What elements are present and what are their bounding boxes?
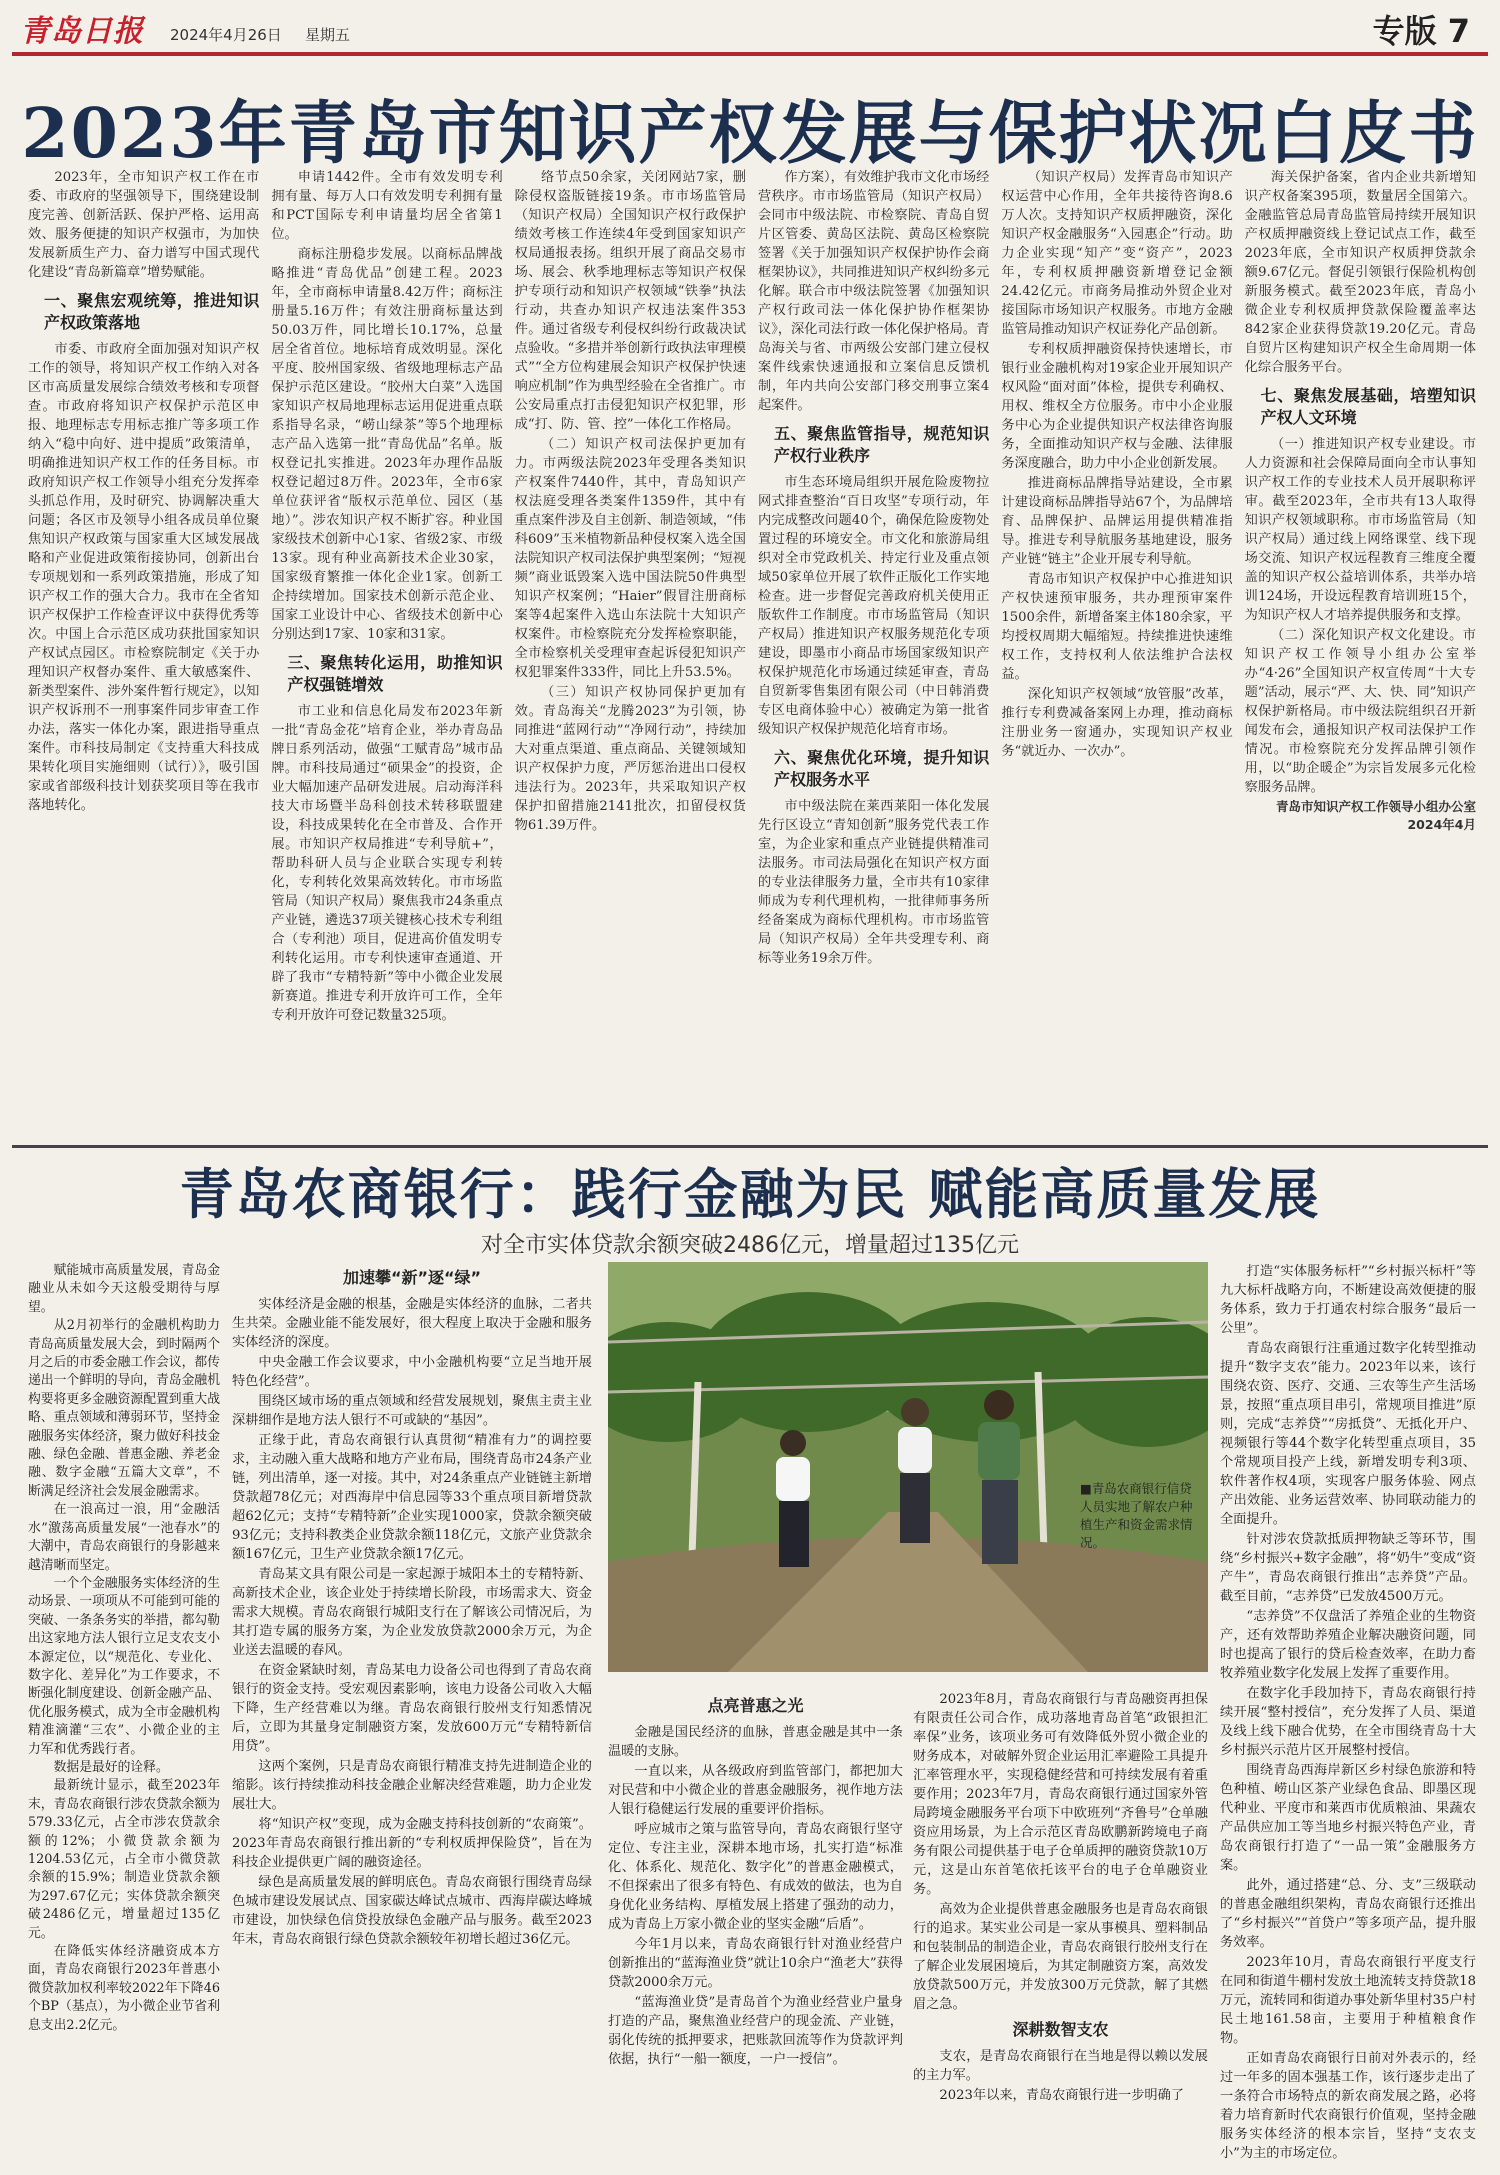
article2-paragraph: 青岛某文具有限公司是一家起源于城阳本土的专精特新、高新技术企业，该企业处于持续增长阶段，市场需求大、资金需求大规模。青岛农商银行城阳支行在了解该公司情况后，为其打造专属的服务方案，为企业发放贷款2000余万元，为企业送去温暖的春风。 (232, 1567, 592, 1658)
article1-paragraph: 申请1442件。全市有效发明专利拥有量、每万人口有效发明专利拥有量和PCT国际专利申请量均居全省第1位。 (271, 170, 503, 242)
article2-paragraph: 从2月初举行的金融机构助力青岛高质量发展大会，到时隔两个月之后的市委金融工作会议，都传递出一个鲜明的导向，青岛金融机构要将更多金融资源配置到重大战略、重点领域和薄弱环节，坚持金融服务实体经济，聚力做好科技金融、绿色金融、普惠金融、养老金融、数字金融“五篇大文章”，不断满足经济社会发展金融需求。 (28, 1318, 220, 1499)
article2-paragraph: 围绕区域市场的重点领域和经营发展规划，聚焦主责主业深耕细作是地方法人银行不可或缺的“基因”。 (232, 1394, 592, 1428)
subhead-digital-agri: 深耕数智支农 (1012, 2020, 1109, 2039)
article2-paragraph: 数据是最好的诠释。 (53, 1759, 169, 1775)
article1-paragraph: 专利权质押融资保持快速增长，市银行业金融机构对19家企业开展知识产权风险“面对面”体检，提供专利确权、用权、维权全方位服务。市中小企业服务中心为企业提供知识产权法律咨询服务，全面推动知识产权与金融、法律服务深度融合，助力中小企业创新发展。 (1001, 342, 1233, 471)
article2-intro-column (28, 1262, 220, 2162)
article1-subhead: 七、聚焦发展基础，培塑知识产权人文环境 (1260, 386, 1476, 427)
article2-paragraph: 正如青岛农商银行日前对外表示的，经过一年多的固本强基工作，该行逐步走出了一条符合市场特点的新农商发展之路，必将着力培育新时代农商银行价值观，坚持金融服务实体经济的根本宗旨，坚持“支农支小”为主的市场定位。 (1220, 2051, 1476, 2161)
article1-signature: 青岛市知识产权工作领导小组办公室 (1275, 799, 1476, 814)
article1-paragraph: 市委、市政府全面加强对知识产权工作的领导，将知识产权工作纳入对各区市高质量发展综合绩效考核和专项督查。市政府将知识产权保护示范区申报、地理标志专用标志推广等多项工作纳入“稳中向好、进中提质”政策清单，明确推进知识产权工作的任务目标。市政府知识产权工作领导小组充分发挥牵头抓总作用，及时研究、协调解决重大问题；各区市及领导小组各成员单位聚焦知识产权政策与国家重大区域发展战略和产业促进政策衔接协同，创新出台专项规划和一系列政策措施，形成了知识产权工作的强大合力。我市在全省知识产权保护工作检查评议中获得优秀等次。中国上合示范区成功获批国家知识产权试点园区。市检察院制定《关于办理知识产权督办案件、重大敏感案件、新类型案件、涉外案件暂行规定》，以知识产权诉刑不一刑事案件同步审查工作办法，落实一体化办案，跟进指导重点案件。市科技局制定《支持重大科技成果转化项目实施细则（试行）》，吸引国家或省部级科技计划获奖项目等在我市落地转化。 (28, 342, 260, 813)
subhead-accelerate: 加速攀“新”逐“绿” (342, 1268, 482, 1287)
article2-paragraph: 中央金融工作会议要求，中小金融机构要“立足当地开展特色化经营”。 (232, 1355, 592, 1389)
article2-headline: 青岛农商银行：践行金融为民 赋能高质量发展 (179, 1162, 1321, 1226)
article2-paragraph: 在资金紧缺时刻，青岛某电力设备公司也得到了青岛农商银行的资金支持。受宏观因素影响，该电力设备公司收入大幅下降，生产经营难以为继。青岛农商银行胶州支行知悉情况后，立即为其量身定制融资方案，发放600万元“专精特新信用贷”。 (232, 1663, 592, 1754)
article1-column (1001, 168, 1232, 1136)
article1-paragraph: （一）推进知识产权专业建设。市人力资源和社会保障局面向全市认事知识产权工作的专业技术人员开展职称评审。截至2023年，全市共有13人取得知识产权领域职称。市市场监管局（知识产权局）通过线上网络课堂、线下现场交流、知识产权远程教育三维度全覆盖的知识产权公益培训体系，共举办培训124场，开设远程教育培训班15个，为知识产权人才培养提供服务和支撑。 (1244, 437, 1476, 623)
article2-paragraph: 青岛农商银行注重通过数字化转型推动提升“数字支农”能力。2023年以来，该行围绕农资、医疗、交通、三农等生产生活场景，按照“重点项目串引，常规项目推进”原则，完成“志养贷”“房抵贷”、无抵化开户、视频银行等44个数字化转型重点项目，35个常规项目投产上线，新增发明专利3项、软件著作权4项，实现客户服务体验、网点产出效能、业务运营效率、协同联动能力的全面提升。 (1220, 1341, 1476, 1527)
article1-headline: 2023年青岛市知识产权发展与保护状况白皮书 (21, 94, 1479, 174)
article2-paragraph: 绿色是高质量发展的鲜明底色。青岛农商银行围绕青岛绿色城市建设发展试点、国家碳达峰试点城市、西海岸碳达峰城市建设，加快绿色信贷投放绿色金融产品与服务。截至2023年末，青岛农商银行绿色贷款余额较年初增长超过36亿元。 (232, 1875, 592, 1947)
article2-paragraph: 打造“实体服务标杆”“乡村振兴标杆”等九大标杆战略方向，不断建设高效便捷的服务体系，致力于打通农村综合服务“最后一公里”。 (1220, 1264, 1476, 1336)
article2-column-2 (232, 1262, 592, 2162)
article2-column-3 (608, 1690, 903, 2160)
article2-paragraph: 赋能城市高质量发展，青岛金融业从未如今天这般受期待与厚望。 (28, 1263, 220, 1315)
article1-paragraph: 络节点50余家，关闭网站7家，删除侵权盗版链接19条。市市场监管局（知识产权局）全国知识产权行政保护绩效考核工作连续4年受到国家知识产权局通报表扬。组织开展了商品交易市场、展会、秋季地理标志等知识产权保护专项行动和知识产权领域“铁拳”执法行动，共查办知识产权违法案件353件。通过省级专利侵权纠纷行政裁决试点验收。“多措并举创新行政执法审理模式”“全方位构建展会知识产权保护快速响应机制”作为典型经验在全省推广。市公安局重点打击侵犯知识产权犯罪，形成“打、防、管、控”一体化工作格局。 (514, 170, 746, 432)
section-label: 专版 7 (1372, 12, 1470, 50)
article2-paragraph: 在数字化手段加持下，青岛农商银行持续开展“整村授信”，充分发挥了人员、渠道及线上线下融合优势，在全市围绕青岛十大乡村振兴示范片区开展整村授信。 (1220, 1686, 1476, 1758)
article2-paragraph: 在降低实体经济融资成本方面，青岛农商银行2023年普惠小微贷款加权利率较2022年下降46个BP（基点），为小微企业节省利息支出2.2亿元。 (28, 1944, 220, 2033)
photo-caption: ■青岛农商银行信贷人员实地了解农户种植生产和资金需求情况。 (1080, 1481, 1193, 1550)
article2-paragraph: 高效为企业提供普惠金融服务也是青岛农商银行的追求。某实业公司是一家从事模具、塑料制品和包装制品的制造企业，青岛农商银行胶州支行在了解企业发展困境后，为其定制融资方案，高效发放贷款500万元，并发放300万元贷款，解了其燃眉之急。 (913, 1902, 1208, 2012)
article2-subtitle: 对全市实体贷款余额突破2486亿元，增量超过135亿元 (481, 1233, 1019, 1258)
article1-paragraph: 2023年，全市知识产权工作在市委、市政府的坚强领导下，围绕建设制度完善、创新活跃、保护严格、运用高效、服务便捷的知识产权强市，为加快发展新质生产力、奋力谱写中国式现代化建设“青岛新篇章”增势赋能。 (28, 170, 260, 280)
news-photo (608, 1262, 1208, 1672)
article2-paragraph: 此外，通过搭建“总、分、支”三级联动的普惠金融组织架构，青岛农商银行还推出了“乡村振兴”“首贷户”等多项产品，提升服务效率。 (1220, 1878, 1476, 1950)
article2-paragraph: “志养贷”不仅盘活了养殖企业的生物资产，还有效帮助养殖企业解决融资问题，同时也提高了银行的贷后检查效率，在助力畜牧养殖业数字化发展上发挥了重要作用。 (1220, 1609, 1476, 1681)
article1-subhead: 六、聚焦优化环境，提升知识产权服务水平 (773, 748, 990, 789)
article2-paragraph: 一直以来，从各级政府到监管部门，都把加大对民营和中小微企业的普惠金融服务，视作地方法人银行稳健运行发展的重要评价指标。 (608, 1764, 903, 1817)
article2-paragraph: 这两个案例，只是青岛农商银行精准支持先进制造企业的缩影。该行持续推动科技金融企业解决经营难题，助力企业发展壮大。 (232, 1759, 592, 1812)
article1-paragraph: 深化知识产权领域“放管服”改革，推行专利费减备案网上办理，推动商标注册业务一窗通办，实现知识产权业务“就近办、一次办”。 (1001, 687, 1233, 759)
article1-column (28, 168, 259, 1136)
article1-paragraph: 商标注册稳步发展。以商标品牌战略推进“青岛优品”创建工程。2023年，全市商标申请量8.42万件；商标注册量5.16万件；有效注册商标量达到50.03万件，同比增长10.17%，总量居全省首位。地标培育成效明显。深化平度、胶州国家级、省级地理标志产品保护示范区建设。“胶州大白菜”入选国家知识产权局地理标志运用促进重点联系指导名录，“崂山绿茶”等5个地理标志产品入选第一批“青岛优品”名单。版权登记扎实推进。2023年办理作品版权登记超过8万件。2023年，全市6家单位获评省“版权示范单位、园区（基地）”。涉农知识产权不断扩容。种业国家级技术创新中心1家、省级2家、市级13家。现有种业高新技术企业30家，国家级育繁推一体化企业1家。创新工企持续增加。国家技术创新示范企业、国家工业设计中心、省级技术创新中心分别达到17家、10家和31家。 (271, 247, 503, 642)
article2-paragraph: 针对涉农贷款抵质押物缺乏等环节，围绕“乡村振兴+数字金融”，将“奶牛”变成“资产牛”，青岛农商银行推出“志养贷”产品。截至目前，“志养贷”已发放4500万元。 (1220, 1532, 1476, 1604)
article2-paragraph: 呼应城市之策与监管导向，青岛农商银行坚守定位、专注主业，深耕本地市场，扎实打造“标准化、体系化、规范化、数字化”的普惠金融模式，不但探索出了很多有特色、有成效的做法，也为自身优化业务结构、厚植发展上搭建了强劲的动力，成为青岛上万家小微企业的坚实金融“后盾”。 (608, 1822, 903, 1932)
issue-date: 2024年4月26日 (170, 26, 282, 44)
article1-column (271, 168, 502, 1136)
article1-column (515, 168, 746, 1136)
subhead-inclusive: 点亮普惠之光 (707, 1696, 804, 1715)
article1-paragraph: 市工业和信息化局发布2023年新一批“青岛金花”培育企业，举办青岛品牌日系列活动，做强“工赋青岛”城市品牌。市科技局通过“硕果金”的投资，企业大幅加速产品研发进展。启动海洋科技大市场暨半岛科创技术转移联盟建设，科技成果转化在全市普及、合作开展。市知识产权局推进“专利导航+”，帮助科研人员与企业联合实现专利转化，专利转化效果高效转化。市市场监管局（知识产权局）聚焦我市24条重点产业链，遴选37项关键核心技术专利组合（专利池）项目，促进高价值发明专利转化运用。市专利快速审查通道、开辟了我市“专精特新”等中小微企业发展新赛道。推进专利开放许可工作，全年专利开放许可登记数量325项。 (271, 704, 503, 1023)
article1-column (758, 168, 989, 1136)
article1-subhead: 三、聚焦转化运用，助推知识产权强链增效 (287, 653, 503, 694)
article2-paragraph: 支农，是青岛农商银行在当地是得以赖以发展的主力军。 (913, 2049, 1208, 2083)
article1-subhead: 一、聚焦宏观统筹，推进知识产权政策落地 (44, 291, 260, 332)
top-rule (12, 52, 1488, 56)
article2-paragraph: 正缘于此，青岛农商银行认真贯彻“精准有力”的调控要求，主动融入重大战略和地方产业布局，围绕青岛市24条产业链，列出清单，逐一对接。其中，对24条重点产业链链主新增贷款超78亿元；对西海岸中信息园等33个重点项目新增贷款超62亿元；支持“专精特新”企业实现1000家，贷款余额突破93亿元；支持科教类企业贷款余额118亿元，文旅产业贷款余额167亿元，卫生产业贷款余额17亿元。 (232, 1433, 592, 1562)
article2-paragraph: 实体经济是金融的根基，金融是实体经济的血脉，二者共生共荣。金融业能不能发展好，很大程度上取决于金融和服务实体经济的深度。 (232, 1297, 592, 1350)
article2-paragraph: 2023年10月，青岛农商银行平度支行在同和街道牛棚村发放土地流转支持贷款18万元，流转同和街道办事处新华里村35户村民土地161.58亩，主要用于种植粮食作物。 (1220, 1955, 1476, 2046)
article2-paragraph: 金融是国民经济的血脉，普惠金融是其中一条温暖的支脉。 (608, 1725, 903, 1759)
orchard-photo-illustration (608, 1262, 1208, 1672)
article2-column-5 (1220, 1262, 1476, 2162)
article1-paragraph: 推进商标品牌指导站建设，全市累计建设商标品牌指导站67个，为品牌培育、品牌保护、品牌运用提供精准指导。推进专利导航服务基地建设，服务产业链“链主”企业开展专利导航。 (1001, 476, 1233, 567)
article2-paragraph: 2023年8月，青岛农商银行与青岛融资再担保有限责任公司合作，成功落地青岛首笔“政银担汇率保”业务，该项业务可有效降低外贸小微企业的财务成本，对破解外贸企业运用汇率避险工具提升汇率管理水平，实现稳健经营和可持续发展有着重要作用；2023年7月，青岛农商银行通过国家外管局跨境金融服务平台项下中欧班列“齐鲁号”仓单融资应用场景，为上合示范区青岛欧鹏新跨境电子商务有限公司提供基于电子仓单质押的融资贷款10万元，这是山东首笔依托该平台的电子仓单融资业务。 (913, 1692, 1208, 1897)
article1-paragraph: 作方案），有效维护我市文化市场经营秩序。市市场监管局（知识产权局）会同市中级法院、市检察院、青岛自贸片区管委、黄岛区法院、黄岛区检察院签署《关于加强知识产权保护协作会商框架协议》，共同推进知识产权纠纷多元化解。联合市中级法院签署《加强知识产权行政司法一体化保护协作框架协议》，深化司法行政一体化保护格局。青岛海关与省、市两级公安部门建立侵权案件线索快速通报和立案信息反馈机制，年内共向公安部门移交刑事立案4起案件。 (757, 170, 990, 413)
article1-paragraph: 市中级法院在莱西莱阳一体化发展先行区设立“青知创新”服务党代表工作室，为企业家和重点产业链提供精准司法服务。市司法局强化在知识产权方面的专业法律服务力量，全市共有10家律师成为专利代理机构，一批律师事务所经备案成为商标代理机构。市市场监管局（知识产权局）全年共受理专利、商标等业务19余万件。 (757, 799, 990, 966)
section-divider (12, 1145, 1488, 1148)
article1-column (1245, 168, 1476, 1136)
masthead (0, 0, 1500, 50)
article1-paragraph: （三）知识产权协同保护更加有效。青岛海关“龙腾2023”为引领，协同推进“蓝网行动”“净网行动”，持续加大对重点渠道、重点商品、关键领域知识产权保护力度，严厉惩治进出口侵权违法行为。2023年，共采取知识产权保护扣留措施2141批次，扣留侵权货物61.39万件。 (514, 685, 746, 833)
article2-paragraph: 今年1月以来，青岛农商银行针对渔业经营户创新推出的“蓝海渔业贷”就让10余户“渔老大”获得贷款2000余万元。 (608, 1937, 903, 1990)
article1-signature: 2024年4月 (1407, 817, 1476, 832)
article1-paragraph: （二）知识产权司法保护更加有力。市两级法院2023年受理各类知识产权案件7440件，其中，青岛知识产权法庭受理各类案件1359件，其中有重点案件涉及自主创新、制造领域，“伟科609”玉米植物新品种侵权案入选全国法院知识产权司法保护典型案例；“短视频”商业诋毁案入选中国法院50件典型知识产权案例；“Haier”假冒注册商标案等4起案件入选山东法院十大知识产权案件。市检察院充分发挥检察职能，全市检察机关受理审查起诉侵犯知识产权犯罪案件333件，同比上升53.5%。 (514, 437, 746, 680)
article2-paragraph: 2023年以来，青岛农商银行进一步明确了 (939, 2088, 1184, 2103)
article2-column-4 (913, 1690, 1208, 2160)
article1-paragraph: 市生态环境局组织开展危险废物拉网式排查整治“百日攻坚”专项行动，年内完成整改问题40个，确保危险废物处置过程的环境安全。市文化和旅游局组织对全市党政机关、持定行业及重点领域50家单位开展了软件正版化工作实地检查。进一步督促完善政府机关使用正版软件工作制度。市市场监管局（知识产权局）推进知识产权服务规范化专项建设，即墨市小商品市场国家级知识产权保护规范化市场通过续延审查，青岛自贸新零售集团有限公司（中日韩消费专区电商体验中心）被确定为第一批省级知识产权保护规范化培育市场。 (757, 475, 990, 737)
issue-weekday: 星期五 (305, 26, 351, 44)
article1-paragraph: （知识产权局）发挥青岛市知识产权运营中心作用，全年共接待咨询8.6万人次。支持知识产权质押融资，深化知识产权金融服务“入园惠企”行动。助力企业实现“知产”变“资产”，2023年，专利权质押融资新增登记金额24.42亿元。市商务局推动外贸企业对接国际市场知识产权服务。市地方金融监管局推动知识产权证券化产品创新。 (1001, 170, 1233, 337)
article1-paragraph: 海关保护备案，省内企业共新增知识产权备案395项，数量居全国第六。金融监管总局青岛监管局持续开展知识产权质押融资线上登记试点工作，截至2023年底，全市知识产权质押贷款余额9.67亿元。督促引领银行保险机构创新服务模式。截至2023年底，青岛小微企业专利权质押贷款保险覆盖率达842家企业获得贷款19.20亿元。青岛自贸片区构建知识产权全生命周期一体化综合服务平台。 (1244, 170, 1476, 375)
article2-paragraph: 一个个金融服务实体经济的生动场景、一项项从不可能到可能的突破、一条条务实的举措，都勾勒出这家地方法人银行立足支农支小本源定位，以“规范化、专业化、数字化、差异化”为工作要求，不断强化制度建设、创新金融产品、优化服务模式，成为全市金融机构精准滴灌“三农”、小微企业的主力军和优秀践行者。 (28, 1575, 220, 1757)
article2-paragraph: “蓝海渔业贷”是青岛首个为渔业经营业户量身打造的产品，聚焦渔业经营户的现金流、产业链，弱化传统的抵押要求，把账款回流等作为贷款评判依据，执行“一船一额度，一户一授信”。 (608, 1995, 903, 2067)
article1-body (28, 168, 1476, 1136)
article2-paragraph: 在一浪高过一浪，用“金融活水”激荡高质量发展“一池春水”的大潮中，青岛农商银行的身影越来越清晰而坚定。 (28, 1502, 220, 1573)
newspaper-logo: 青岛日报 (20, 14, 144, 49)
article1-paragraph: 青岛市知识产权保护中心推进知识产权快速预审服务，共办理预审案件1500余件，新增备案主体180余家，平均授权周期大幅缩短。持续推进快速维权工作，支持权利人依法维护合法权益。 (1001, 572, 1233, 682)
article1-subhead: 五、聚焦监管指导，规范知识产权行业秩序 (773, 424, 990, 465)
article2-paragraph: 最新统计显示，截至2023年末，青岛农商银行涉农贷款余额为579.33亿元，占全市涉农贷款余额的12%；小微贷款余额为1204.53亿元，占全市小微贷款余额的15.9%；制造业贷款余额为297.67亿元；实体贷款余额突破2486亿元，增量超过135亿元。 (28, 1778, 220, 1941)
article1-paragraph: （二）深化知识产权文化建设。市知识产权工作领导小组办公室举办“4·26”全国知识产权宣传周“十大专题”活动，展示“严、大、快、同”知识产权保护新格局。市中级法院组织召开新闻发布会，通报知识产权司法保护工作情况。市检察院充分发挥品牌引领作用，以“助企暖企”为宗旨发展多元化检察服务品牌。 (1244, 628, 1476, 795)
article2-paragraph: 将“知识产权”变现，成为金融支持科技创新的“农商策”。2023年青岛农商银行推出新的“专利权质押保险贷”，旨在为科技企业提供更广阔的融资途径。 (232, 1817, 592, 1870)
article2-paragraph: 围绕青岛西海岸新区乡村绿色旅游和特色种植、崂山区茶产业绿色食品、即墨区现代种业、平度市和莱西市优质粮油、果蔬农产品供应加工等当地乡村振兴特色产业，青岛农商银行打造了“一品一策”金融服务方案。 (1220, 1763, 1476, 1873)
